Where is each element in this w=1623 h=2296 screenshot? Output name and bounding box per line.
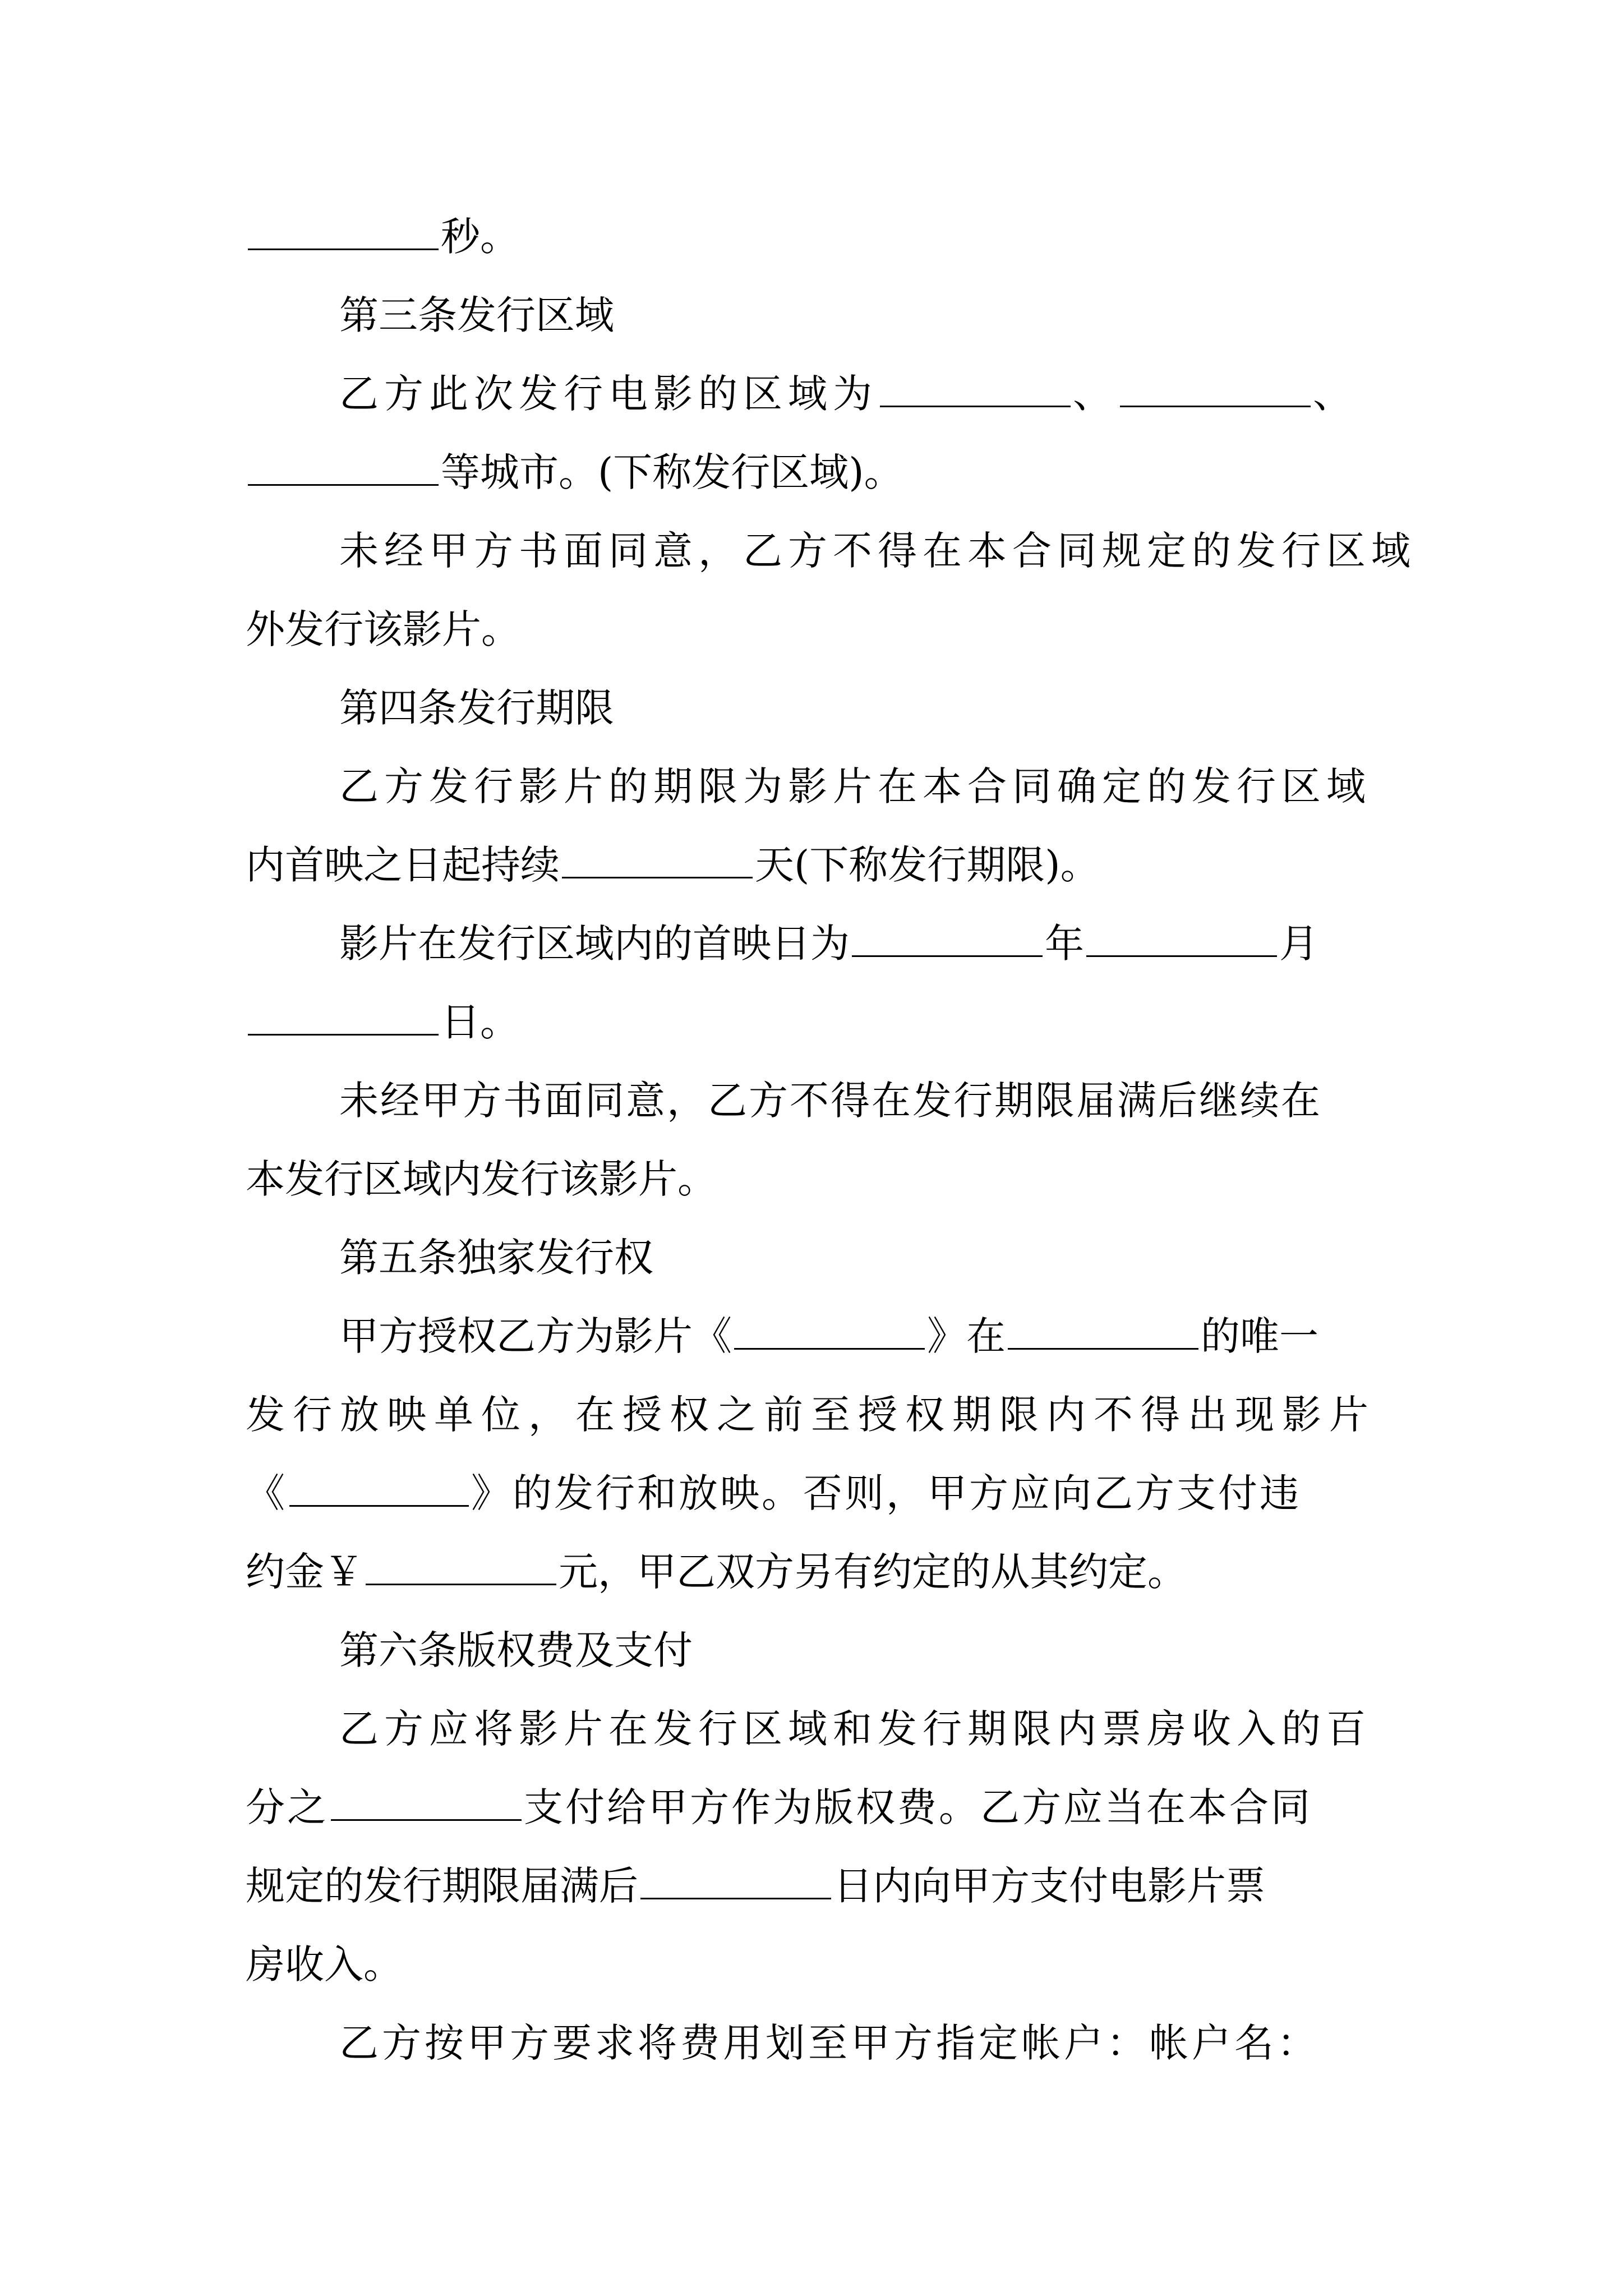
section-heading-3 (339, 276, 1623, 355)
text-line-13 (246, 1140, 1623, 1218)
text-line-21 (246, 1768, 1623, 1847)
line-text: 影片在发行区域内的首映日为 (339, 921, 850, 967)
line-text: 天(下称发行期限)。 (755, 842, 1100, 888)
fill-blank (734, 1346, 925, 1350)
line-text: 的唯一 (1201, 1313, 1318, 1359)
line-text: 元，甲乙双方另有约定的从其约定。 (559, 1549, 1187, 1595)
line-text: 分之 (246, 1784, 329, 1830)
text-line-8 (339, 747, 1623, 826)
section-heading-4 (339, 669, 1623, 747)
text-line-20 (339, 1690, 1623, 1768)
line-text: 乙方按甲方要求将费用划至甲方指定帐户：帐户名： (339, 2020, 1320, 2066)
line-text: 》在 (927, 1313, 1006, 1359)
text-line-24 (339, 2004, 1623, 2082)
text-line-9 (246, 826, 1623, 904)
text-line-3 (339, 355, 1623, 433)
line-text: 乙方发行影片的期限为影片在本合同确定的发行区域 (339, 763, 1371, 809)
heading-text: 第六条版权费及支付 (339, 1627, 693, 1673)
text-line-17 (246, 1454, 1623, 1533)
line-text: 规定的发行期限届满后 (246, 1863, 638, 1909)
line-text: 外发行该影片。 (246, 606, 520, 652)
fill-blank (852, 953, 1043, 957)
line-text: 日。 (441, 999, 519, 1045)
line-text: 日内向甲方支付电影片票 (833, 1863, 1265, 1909)
fill-blank (1086, 953, 1277, 957)
fill-blank (1008, 1346, 1198, 1350)
line-text: 秒。 (441, 214, 519, 260)
fill-blank (248, 1032, 439, 1036)
line-text: 内首映之日起持续 (246, 842, 560, 888)
section-heading-6 (339, 1611, 1623, 1690)
text-line-6 (246, 590, 1623, 669)
heading-text: 第三条发行区域 (339, 292, 614, 338)
text-line-15 (339, 1297, 1623, 1375)
fill-blank (289, 1503, 469, 1507)
line-text: 、 (1313, 371, 1358, 417)
text-line-1 (246, 197, 1623, 276)
text-line-11 (246, 983, 1623, 1061)
line-text: 未经甲方书面同意，乙方不得在本合同规定的发行区域 (339, 528, 1416, 574)
heading-text: 第五条独家发行权 (339, 1235, 653, 1281)
line-text: 乙方此次发行电影的区域为 (339, 371, 878, 417)
fill-blank (248, 246, 439, 250)
fill-blank (880, 403, 1071, 407)
text-line-12 (339, 1061, 1623, 1140)
line-text: 》的发行和放映。否则，甲方应向乙方支付违 (471, 1470, 1301, 1516)
line-text: 本发行区域内发行该影片。 (246, 1156, 717, 1202)
text-line-5 (339, 512, 1623, 590)
fill-blank (562, 875, 753, 878)
text-line-23 (246, 1925, 1623, 2004)
fill-blank (640, 1895, 831, 1899)
line-text: 年 (1045, 921, 1084, 967)
line-text: 约金￥ (246, 1549, 363, 1595)
heading-text: 第四条发行期限 (339, 685, 614, 731)
line-text: 等城市。(下称发行区域)。 (441, 449, 903, 495)
line-text: 房收入。 (246, 1941, 403, 1987)
line-text: 乙方应将影片在发行区域和发行期限内票房收入的百 (339, 1706, 1371, 1752)
line-text: 支付给甲方作为版权费。乙方应当在本合同 (524, 1784, 1312, 1830)
text-line-10 (339, 904, 1623, 983)
fill-blank (1120, 403, 1311, 407)
fill-blank (366, 1581, 556, 1585)
line-text: 月 (1279, 921, 1318, 967)
line-text: 《 (246, 1470, 287, 1516)
line-text: 发行放映单位，在授权之前至授权期限内不得出现影片 (246, 1392, 1376, 1438)
text-line-16 (246, 1375, 1623, 1454)
fill-blank (248, 482, 439, 486)
fill-blank (331, 1817, 522, 1821)
line-text: 未经甲方书面同意，乙方不得在发行期限届满后继续在 (339, 1078, 1322, 1124)
section-heading-5 (339, 1218, 1623, 1297)
text-line-18 (246, 1533, 1623, 1611)
line-text: 甲方授权乙方为影片《 (339, 1313, 732, 1359)
text-line-4 (246, 433, 1623, 512)
text-line-22 (246, 1847, 1623, 1925)
line-text: 、 (1073, 371, 1118, 417)
